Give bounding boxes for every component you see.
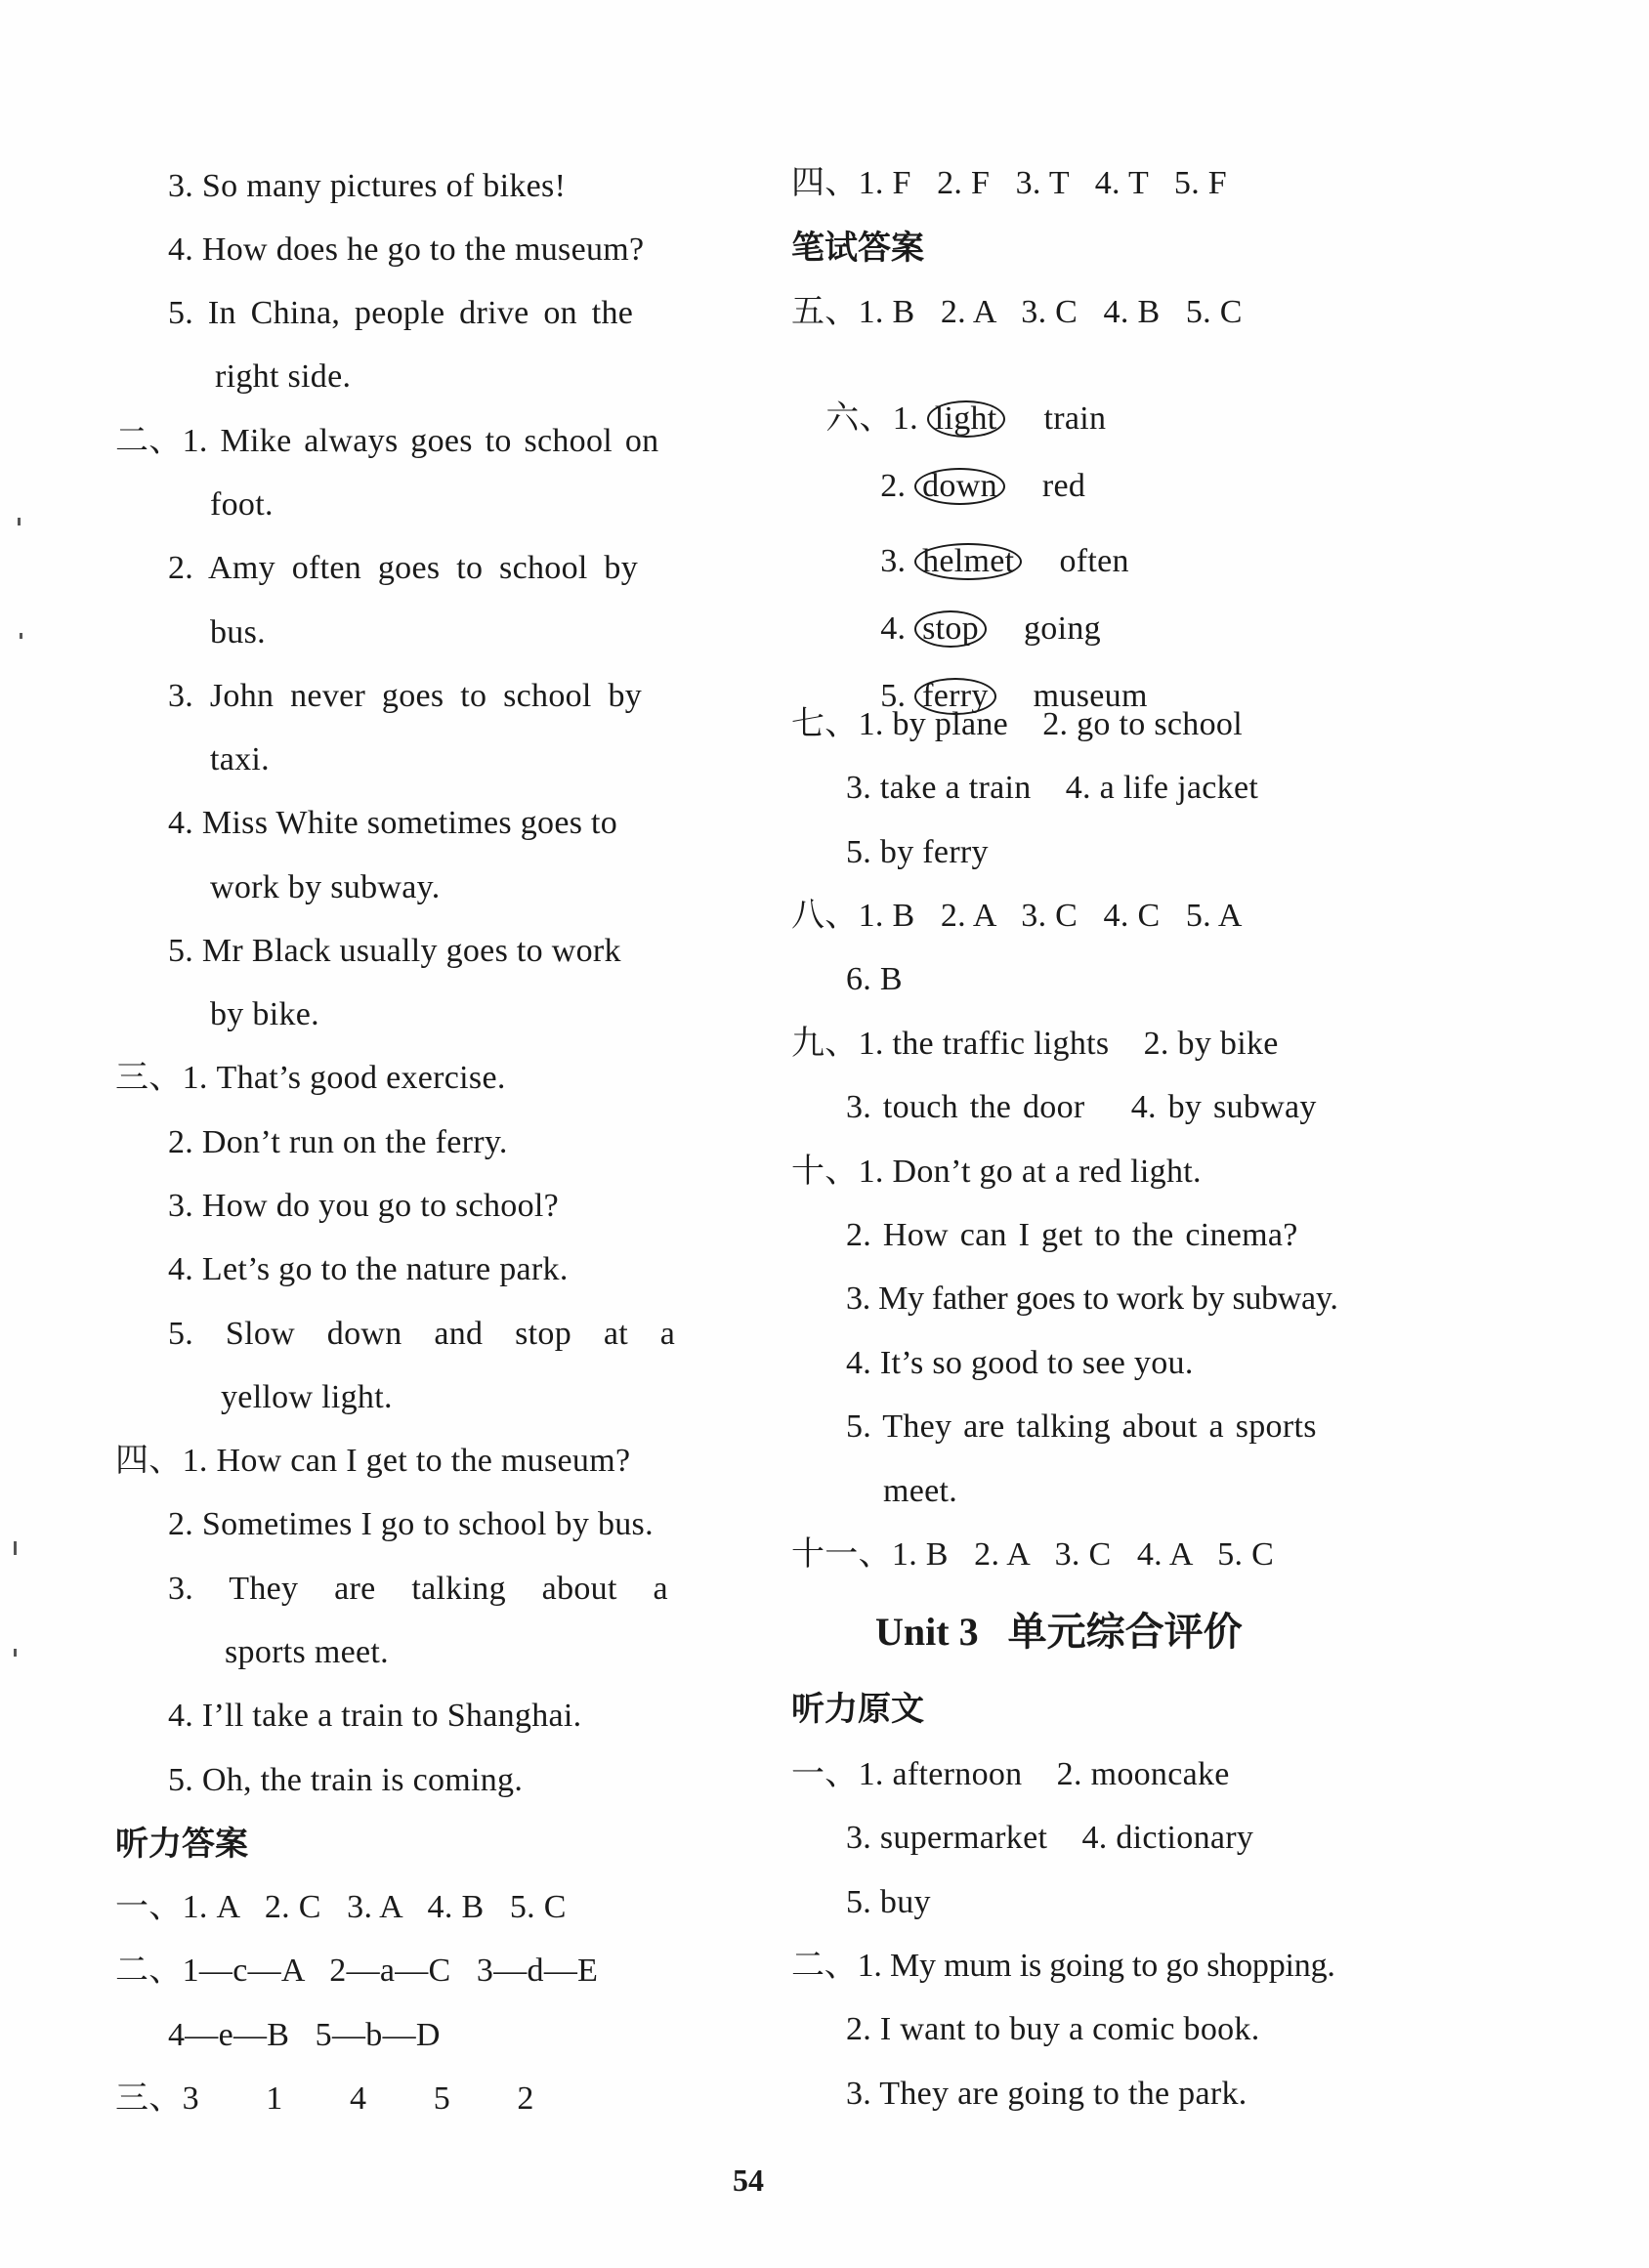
text-line: bus. <box>210 614 266 651</box>
text-line: 二、1. Mike always goes to school on <box>115 423 659 459</box>
text-line: 6. B <box>846 961 903 997</box>
other-word: often <box>1059 543 1129 579</box>
text-line: 二、1. My mum is going to go shopping. <box>791 1948 1335 1984</box>
circled-word: helmet <box>914 543 1022 580</box>
text-line: 4. How does he go to the museum? <box>168 231 645 268</box>
text-line: 3. John never goes to school by <box>168 678 643 714</box>
text-line: 5. buy <box>846 1884 931 1920</box>
item-prefix: 4. <box>880 610 915 647</box>
text-line: 4. Miss White sometimes goes to <box>168 805 618 841</box>
binding-mark <box>14 1541 17 1555</box>
text-line: work by subway. <box>210 869 441 905</box>
text-line: 三、1. That’s good exercise. <box>115 1060 506 1096</box>
text-line: 5. by ferry <box>846 834 989 870</box>
text-line: 四、1. F 2. F 3. T 4. T 5. F <box>791 165 1228 201</box>
item-prefix: 2. <box>880 468 915 504</box>
text-line: sports meet. <box>225 1634 389 1670</box>
text-line: 3. They are going to the park. <box>846 2076 1247 2112</box>
circled-word: stop <box>914 610 987 648</box>
text-line: 3. They are talking about a <box>168 1571 668 1607</box>
text-line: 二、1—c—A 2—a—C 3—d—E <box>115 1953 599 1989</box>
text-line: 七、1. by plane 2. go to school <box>791 706 1243 742</box>
text-line: 4. I’ll take a train to Shanghai. <box>168 1698 582 1734</box>
binding-mark <box>20 633 22 639</box>
text-line: 一、1. afternoon 2. mooncake <box>791 1756 1230 1792</box>
circled-word: light <box>927 400 1005 438</box>
other-word: museum <box>1033 678 1148 714</box>
text-line: 3. supermarket 4. dictionary <box>846 1820 1254 1856</box>
binding-mark <box>14 1649 17 1657</box>
item-prefix: 六、1. <box>825 400 927 437</box>
text-line: 2. I want to buy a comic book. <box>846 2011 1260 2047</box>
text-line: taxi. <box>210 741 270 777</box>
text-line: 四、1. How can I get to the museum? <box>115 1443 631 1479</box>
text-line: foot. <box>210 486 274 523</box>
text-line: 2. Amy often goes to school by <box>168 550 639 586</box>
text-line: 5. In China, people drive on the <box>168 295 634 331</box>
text-line: 十一、1. B 2. A 3. C 4. A 5. C <box>791 1536 1275 1573</box>
text-line: 3. How do you go to school? <box>168 1188 560 1224</box>
circled-word: ferry <box>914 678 996 715</box>
other-word: red <box>1041 468 1086 504</box>
text-line: 5. Slow down and stop at a <box>168 1316 676 1352</box>
unit-title: Unit 3 单元综合评价 <box>875 1610 1243 1654</box>
text-line: right side. <box>215 358 352 395</box>
section-heading: 听力原文 <box>791 1690 924 1729</box>
text-line: 5. Mr Black usually goes to work <box>168 933 621 969</box>
text-line: 三、3 1 4 5 2 <box>115 2080 534 2117</box>
text-line: 十、1. Don’t go at a red light. <box>791 1154 1202 1190</box>
text-line: 5. They are talking about a sports <box>846 1408 1317 1445</box>
item-prefix: 3. <box>880 543 915 579</box>
text-line: meet. <box>883 1473 958 1509</box>
text-line: 2. Don’t run on the ferry. <box>168 1124 508 1160</box>
item-prefix: 5. <box>880 678 915 714</box>
text-line: 一、1. A 2. C 3. A 4. B 5. C <box>115 1889 567 1925</box>
other-word: going <box>1024 610 1101 647</box>
binding-mark <box>18 518 21 525</box>
text-line: 3. So many pictures of bikes! <box>168 168 567 204</box>
other-word: train <box>1043 400 1107 437</box>
circled-word: down <box>914 468 1005 505</box>
text-line: 九、1. the traffic lights 2. by bike <box>791 1026 1279 1062</box>
text-line: 5. Oh, the train is coming. <box>168 1762 524 1798</box>
text-line: 3. take a train 4. a life jacket <box>846 770 1259 806</box>
text-line: 八、1. B 2. A 3. C 4. C 5. A <box>791 898 1243 934</box>
text-line: yellow light. <box>221 1379 393 1415</box>
text-line: 五、1. B 2. A 3. C 4. B 5. C <box>791 294 1243 330</box>
page-number: 54 <box>733 2163 764 2198</box>
section-heading: 听力答案 <box>115 1825 248 1864</box>
text-line: 2. Sometimes I go to school by bus. <box>168 1506 654 1542</box>
section-heading: 笔试答案 <box>791 229 924 268</box>
text-line: 3. touch the door 4. by subway <box>846 1089 1317 1125</box>
text-line: 4. Let’s go to the nature park. <box>168 1251 569 1287</box>
text-line: 2. How can I get to the cinema? <box>846 1217 1298 1253</box>
text-line: 3. My father goes to work by subway. <box>846 1281 1338 1317</box>
text-line: 4. It’s so good to see you. <box>846 1345 1194 1381</box>
text-line: by bike. <box>210 996 319 1032</box>
text-line: 4—e—B 5—b—D <box>168 2017 441 2053</box>
